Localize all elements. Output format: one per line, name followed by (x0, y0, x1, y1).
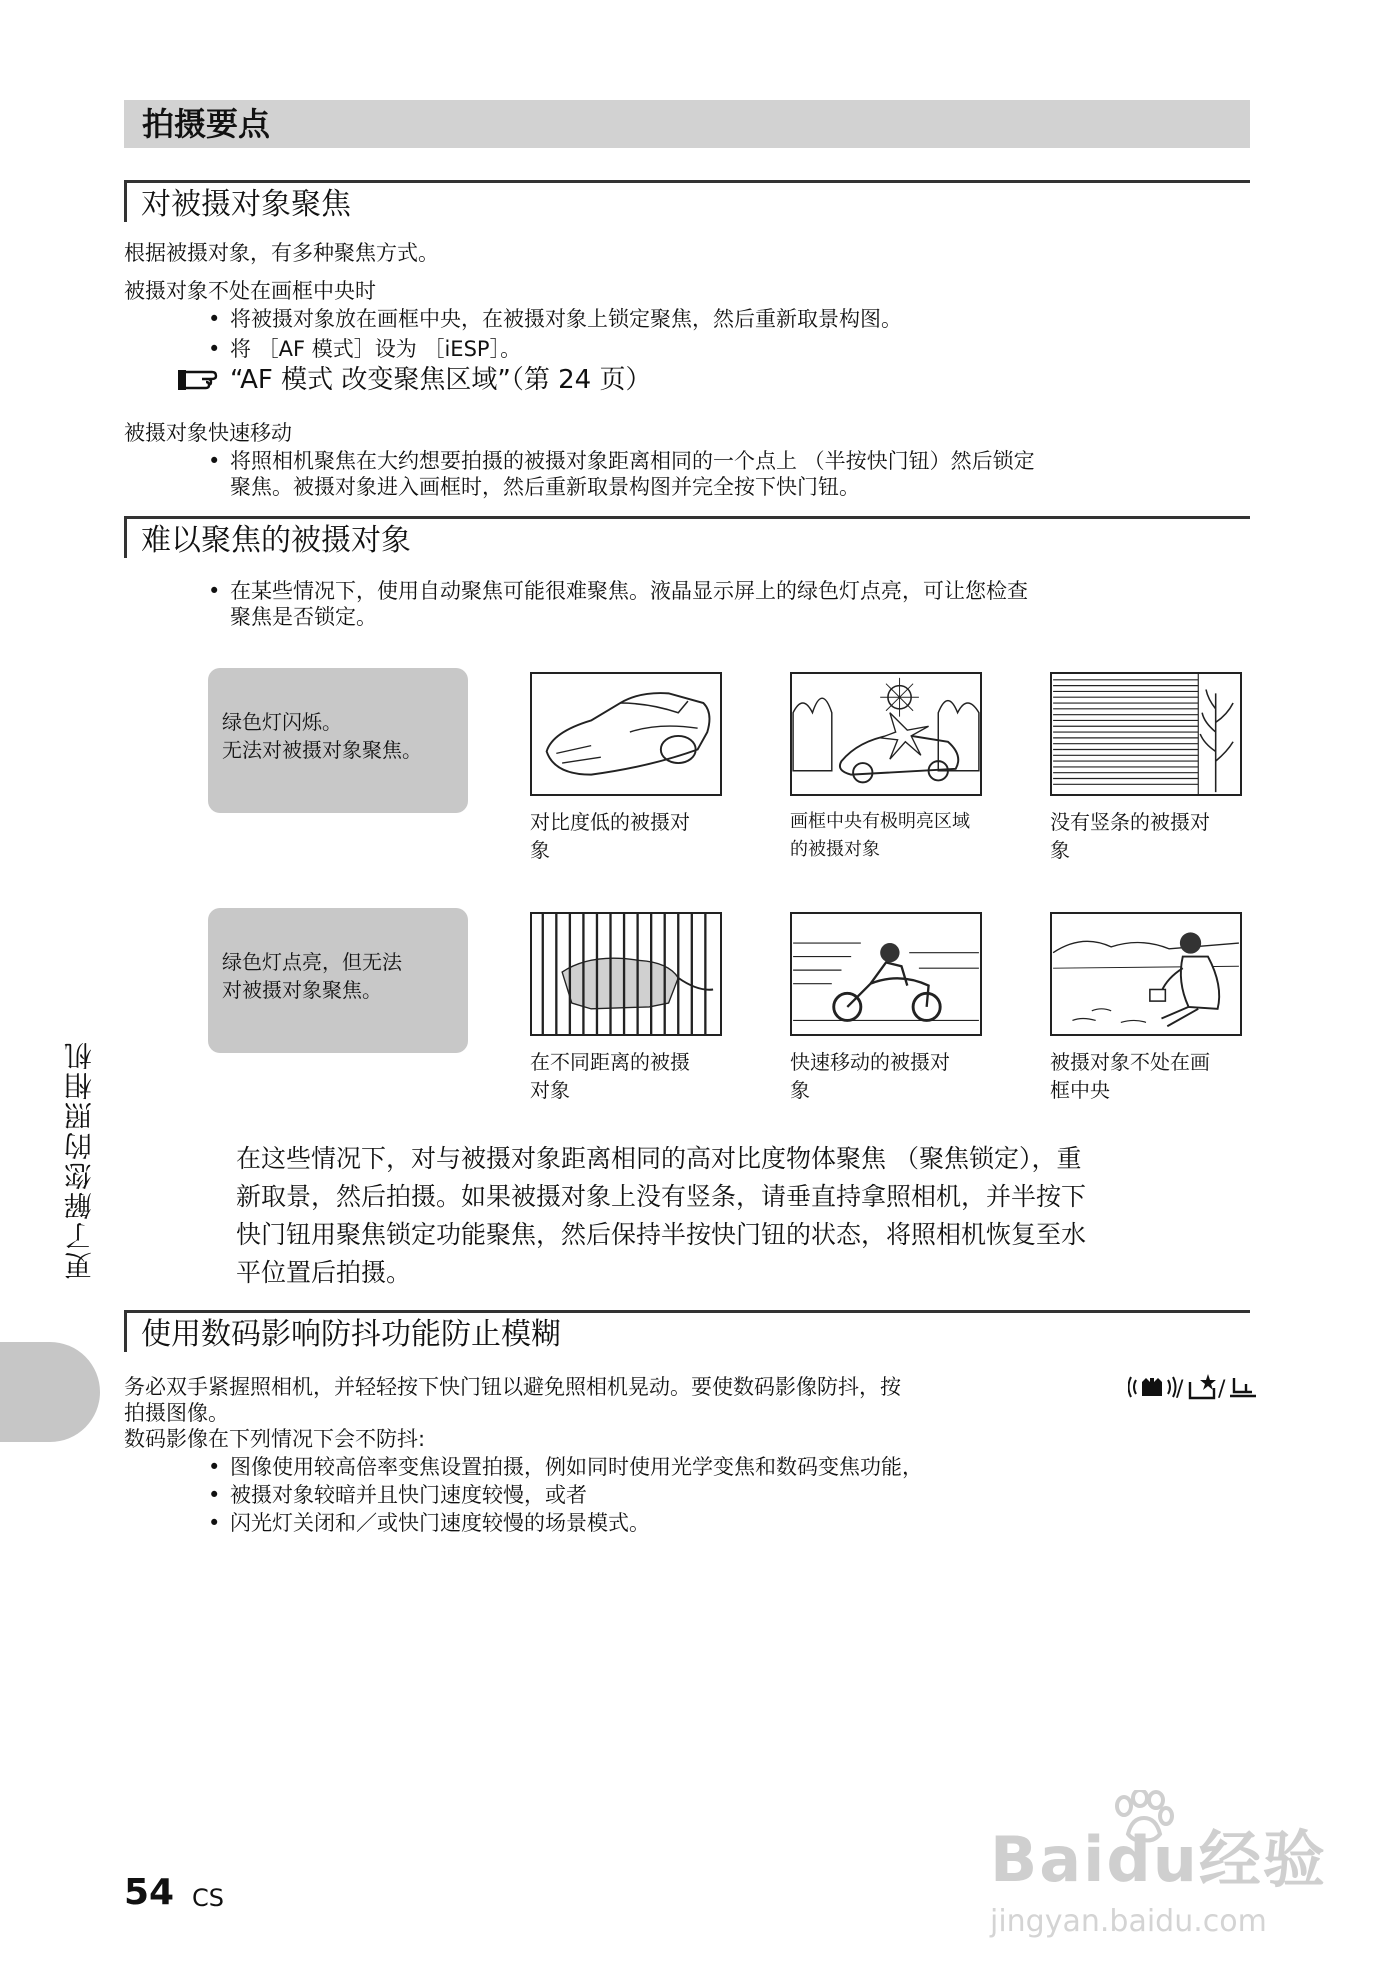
chapter-tab (0, 1342, 100, 1442)
caption-bright-center: 画框中央有极明亮区域 的被摄对象 (790, 811, 970, 860)
list-item: • 在某些情况下，使用自动聚焦可能很难聚焦。液晶显示屏上的绿色灯点亮，可让您检查 聚焦是否锁定。 (208, 579, 1028, 629)
section-title-hard-to-focus: 难以聚焦的被摄对象 (124, 516, 1250, 558)
caption-fast-moving: 快速移动的被摄对 象 (790, 1050, 950, 1102)
section1-intro: 根据被摄对象，有多种聚焦方式。 (124, 241, 439, 265)
focus-lock-paragraph: 在这些情况下，对与被摄对象距离相同的高对比度物体聚焦 （聚焦锁定），重 新取景，然后拍摄。如果被摄对象上没有竖条，请垂直持拿照相机，并半按下 快门钮用聚焦锁定功能聚焦，然后保持半按快门钮的状态，将照相机恢复至水 平位置后拍摄。 (236, 1144, 1087, 1287)
page-number: 54 (124, 1872, 175, 1913)
caption-low-contrast: 对比度低的被摄对 象 (530, 810, 690, 862)
caption-no-vertical-lines: 没有竖条的被摄对 象 (1050, 810, 1210, 862)
low-contrast-car-illustration (530, 672, 722, 796)
tiger-behind-bars-illustration (530, 912, 722, 1036)
baidu-watermark (990, 1790, 1330, 1950)
caption-not-centered: 被摄对象不处在画 框中央 (1050, 1050, 1210, 1102)
list-item: • 闪光灯关闭和／或快门速度较慢的场景模式。 (208, 1511, 650, 1535)
watermark-brand: Baidu经验 (990, 1823, 1327, 1896)
stabilization-line2: 拍摄图像。 (124, 1401, 229, 1425)
list-item: • 被摄对象较暗并且快门速度较慢，或者 (208, 1483, 587, 1507)
case2-heading: 被摄对象快速移动 (124, 421, 292, 445)
list-item: • 图像使用较高倍率变焦设置拍摄，例如同时使用光学变焦和数码变焦功能， (208, 1455, 923, 1479)
stabilization-line3: 数码影像在下列情况下会不防抖: (124, 1427, 426, 1451)
status-box-blinking: 绿色灯闪烁。 无法对被摄对象聚焦。 (208, 668, 468, 813)
section-title-focus: 对被摄对象聚焦 (124, 180, 1250, 222)
stabilization-mode-icons (1128, 1372, 1258, 1402)
list-item: • 将 ［AF 模式］设为 ［iESP］。 (208, 337, 522, 361)
page-title: 拍摄要点 (124, 100, 1250, 148)
reference-link[interactable]: “AF 模式 改变聚焦区域”（第 24 页） (230, 365, 652, 395)
language-code: CS (192, 1884, 224, 1912)
chapter-label: 更了解您的照相机 (63, 1040, 96, 1280)
status-box-lit-no-focus: 绿色灯点亮，但无法 对被摄对象聚焦。 (208, 908, 468, 1053)
list-item: • 将照相机聚焦在大约想要拍摄的被摄对象距离相同的一个点上 （半按快门钮）然后锁定 聚焦。被摄对象进入画框时，然后重新取景构图并完全按下快门钮。 (208, 449, 1035, 499)
caption-different-distances: 在不同距离的被摄 对象 (530, 1050, 690, 1102)
fast-motorcycle-illustration (790, 912, 982, 1036)
pointing-hand-icon (176, 366, 220, 394)
bright-center-illustration (790, 672, 982, 796)
svg-text:/: / (1176, 1377, 1184, 1402)
case1-heading: 被摄对象不处在画框中央时 (124, 279, 376, 303)
list-item: • 将被摄对象放在画框中央，在被摄对象上锁定聚焦，然后重新取景构图。 (208, 307, 902, 331)
svg-text:/: / (1218, 1377, 1226, 1402)
section-title-stabilization: 使用数码影响防抖功能防止模糊 (124, 1310, 1250, 1352)
watermark-url: jingyan.baidu.com (990, 1904, 1267, 1939)
off-center-person-illustration (1050, 912, 1242, 1036)
horizontal-lines-illustration (1050, 672, 1242, 796)
stabilization-line1: 务必双手紧握照相机，并轻轻按下快门钮以避免照相机晃动。要使数码影像防抖，按 (124, 1375, 901, 1399)
